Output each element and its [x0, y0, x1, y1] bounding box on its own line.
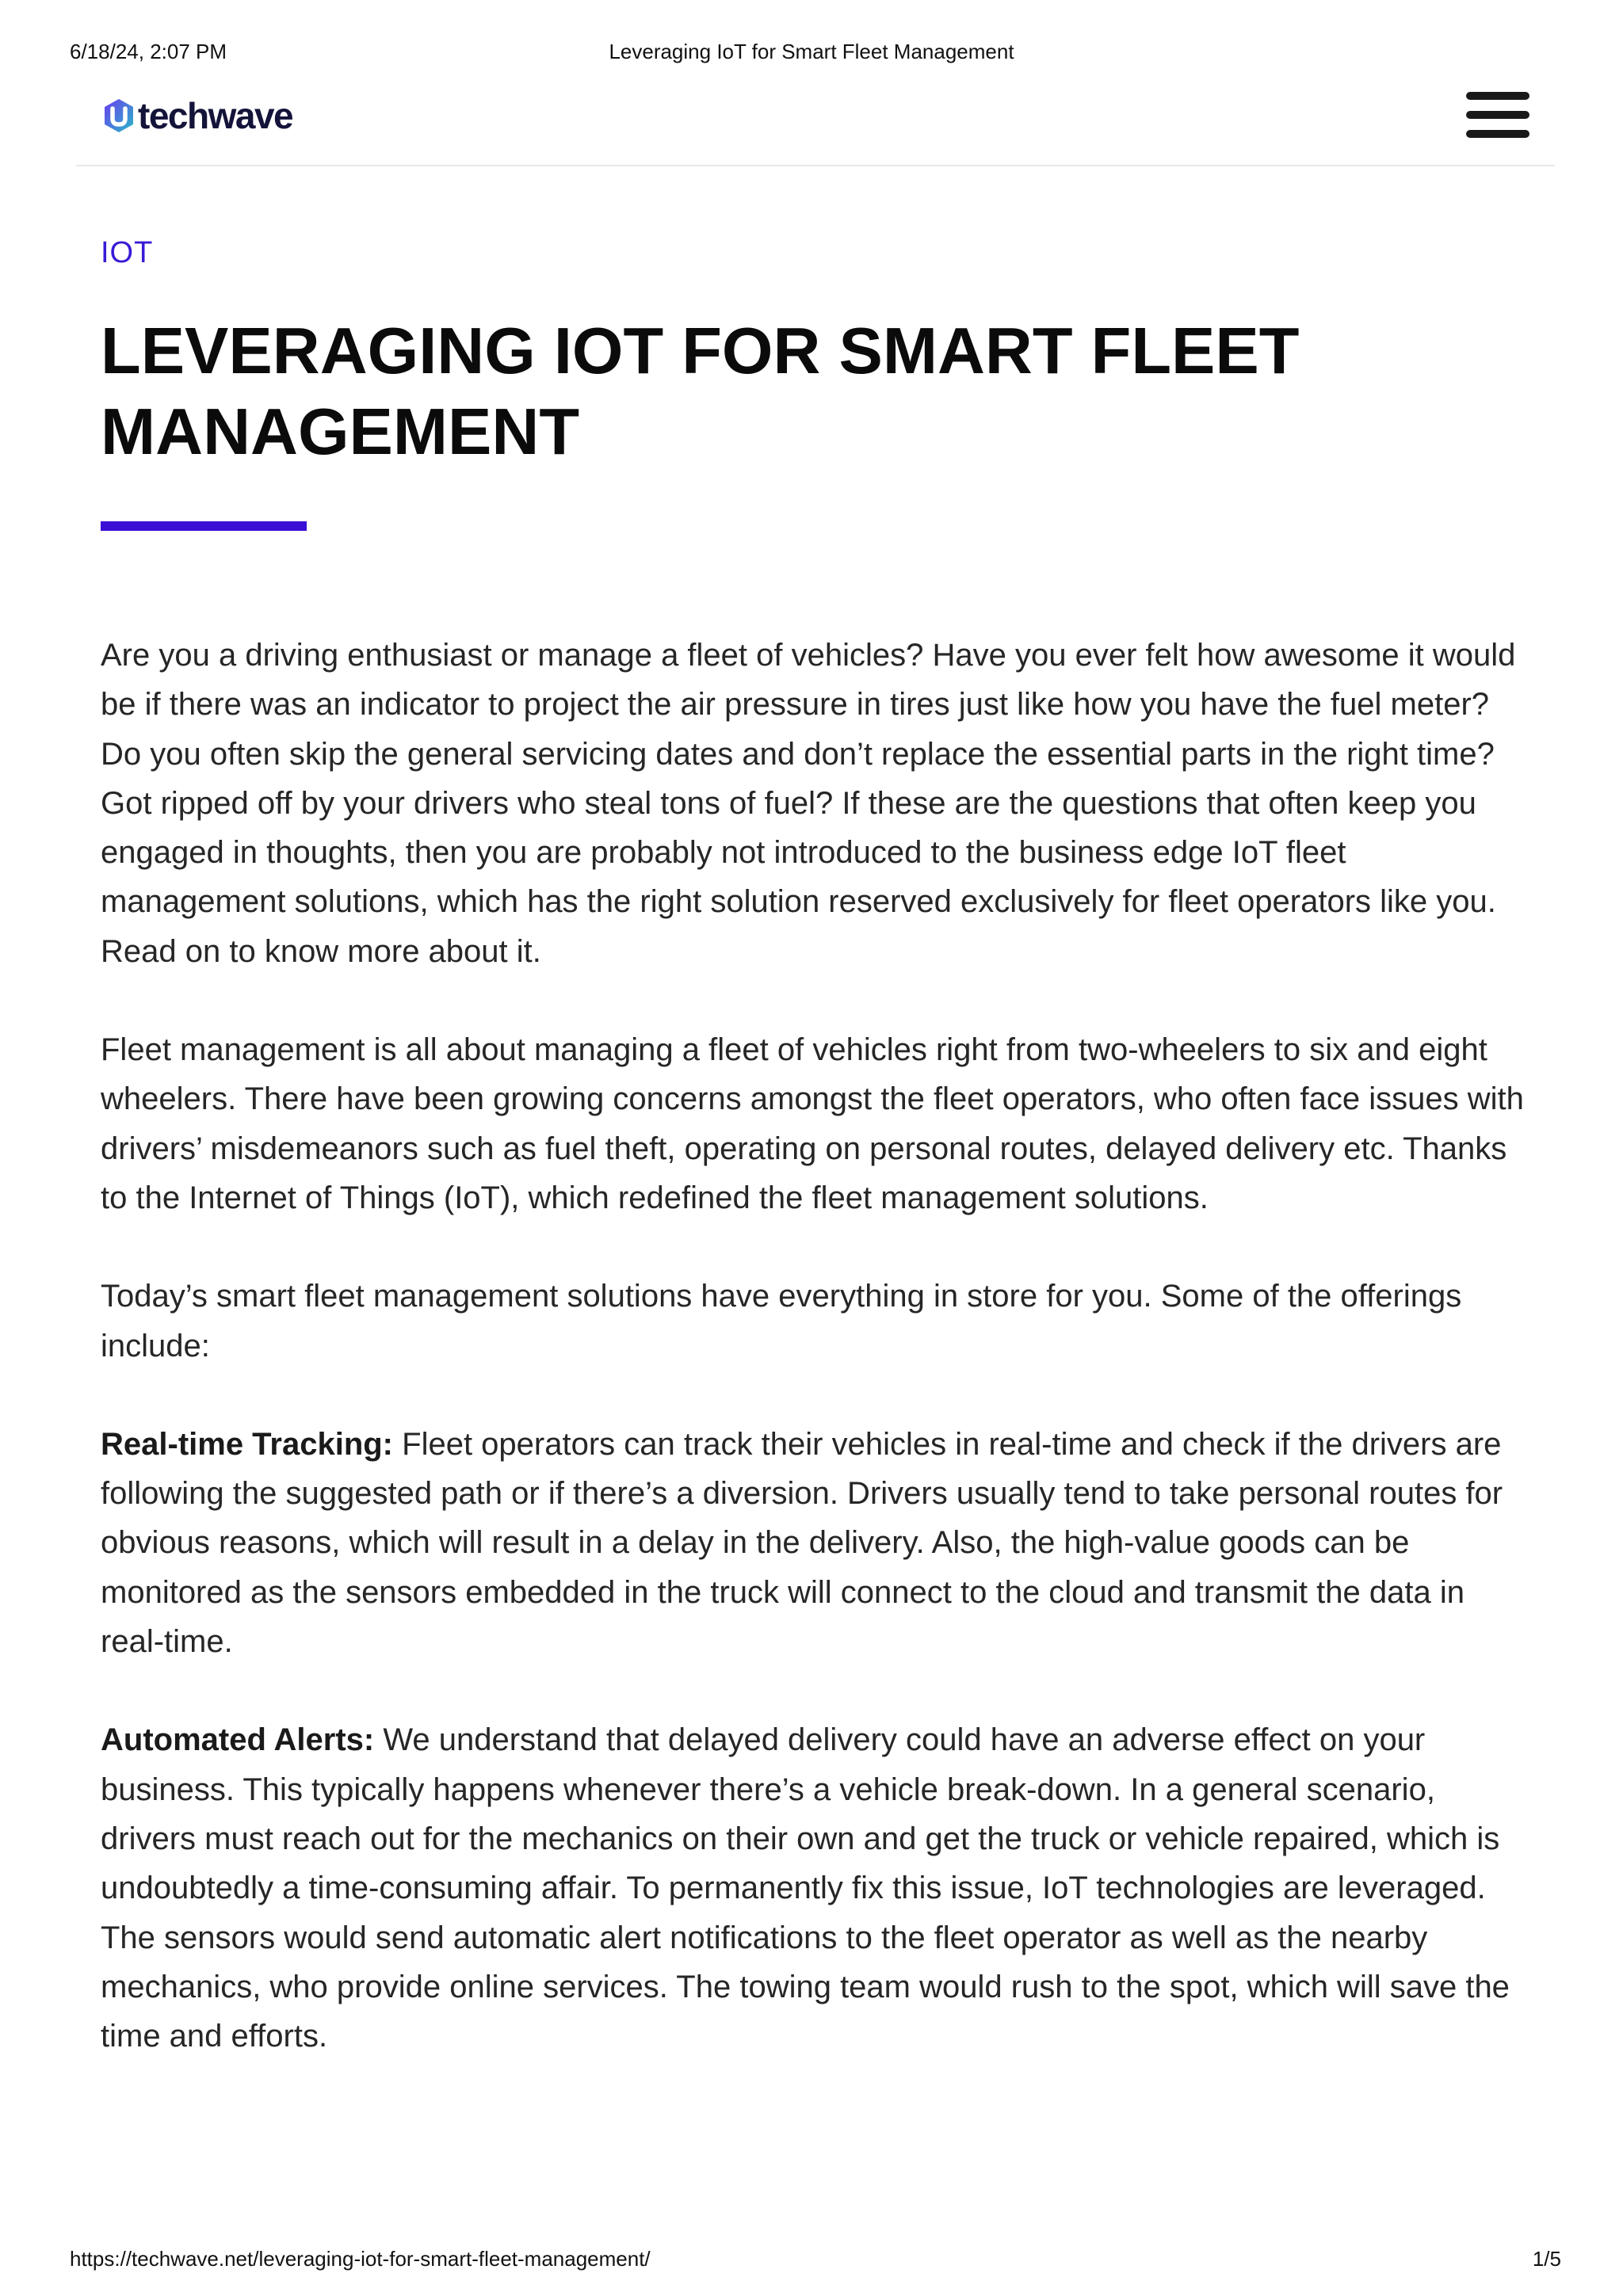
print-datetime: 6/18/24, 2:07 PM — [70, 40, 227, 63]
print-header — [0, 40, 1623, 68]
print-page-title: Leveraging IoT for Smart Fleet Management — [609, 40, 1014, 63]
print-page-number: 1/5 — [1532, 2247, 1561, 2271]
feature-term: Automated Alerts: — [101, 1722, 375, 1758]
article-paragraph: Today’s smart fleet management solutions have everything in store for you. Some of the offerings include: — [101, 1279, 1462, 1363]
feature-text: Fleet operators can track their vehicles in real-time and check if the drivers are following the suggested path or if there’s a diversion. Drivers usually tend to take personal routes for obvious reasons, which will result in a delay in the delivery. Also, the high-value goods can be monitored as the sensors embedded in the truck will connect to the cloud and transmit the data in real-time. — [101, 1426, 1503, 1660]
print-url: https://techwave.net/leveraging-iot-for-smart-fleet-management/ — [70, 2247, 651, 2271]
hexagon-u-logo-icon — [103, 97, 135, 134]
article-body — [101, 631, 1535, 2110]
article-title: LEVERAGING IOT FOR SMART FLEET MANAGEMENT — [101, 314, 1300, 468]
site-header — [76, 79, 1555, 166]
article-paragraph: Are you a driving enthusiast or manage a fleet of vehicles? Have you ever felt how awesome it would be if there was an indicator to project the air pressure in tires just like how you have the fuel meter? Do you often skip the general servicing dates and don’t replace the essential parts in the right time? Got ripped off by your drivers who steal tons of fuel? If these are the questions that often keep you engaged in thoughts, then you are probably not introduced to the business edge IoT fleet management solutions, which has the right solution reserved exclusively for fleet operators like you. Read on to know more about it. — [101, 638, 1516, 969]
article-paragraph: Fleet management is all about managing a fleet of vehicles right from two-wheelers to six and eight wheelers. There have been growing concerns amongst the fleet operators, who often face issues with drivers’ misdemeanors such as fuel theft, operating on personal routes, delayed delivery etc. Thanks to the Internet of Things (IoT), which redefined the fleet management solutions. — [101, 1032, 1524, 1215]
category-link[interactable]: IOT — [101, 236, 154, 269]
feature-paragraph — [101, 1420, 1535, 1666]
logo-text: techwave — [138, 95, 293, 136]
site-logo[interactable] — [103, 93, 292, 138]
print-footer — [0, 2247, 1623, 2274]
feature-paragraph — [101, 1715, 1535, 2061]
hamburger-menu-icon[interactable] — [1466, 90, 1529, 139]
feature-term: Real-time Tracking: — [101, 1426, 394, 1462]
feature-text: We understand that delayed delivery could have an adverse effect on your business. This typically happens whenever there’s a vehicle break-down. In a general scenario, drivers must reach out for the mechanics on their own and get the truck or vehicle repaired, which is undoubtedly a time-consuming affair. To permanently fix this issue, IoT technologies are leveraged. The sensors would send automatic alert notifications to the fleet operator as well as the nearby mechanics, who provide online services. The towing team would rush to the spot, which will save the time and efforts. — [101, 1722, 1510, 2054]
title-underline — [101, 521, 307, 531]
